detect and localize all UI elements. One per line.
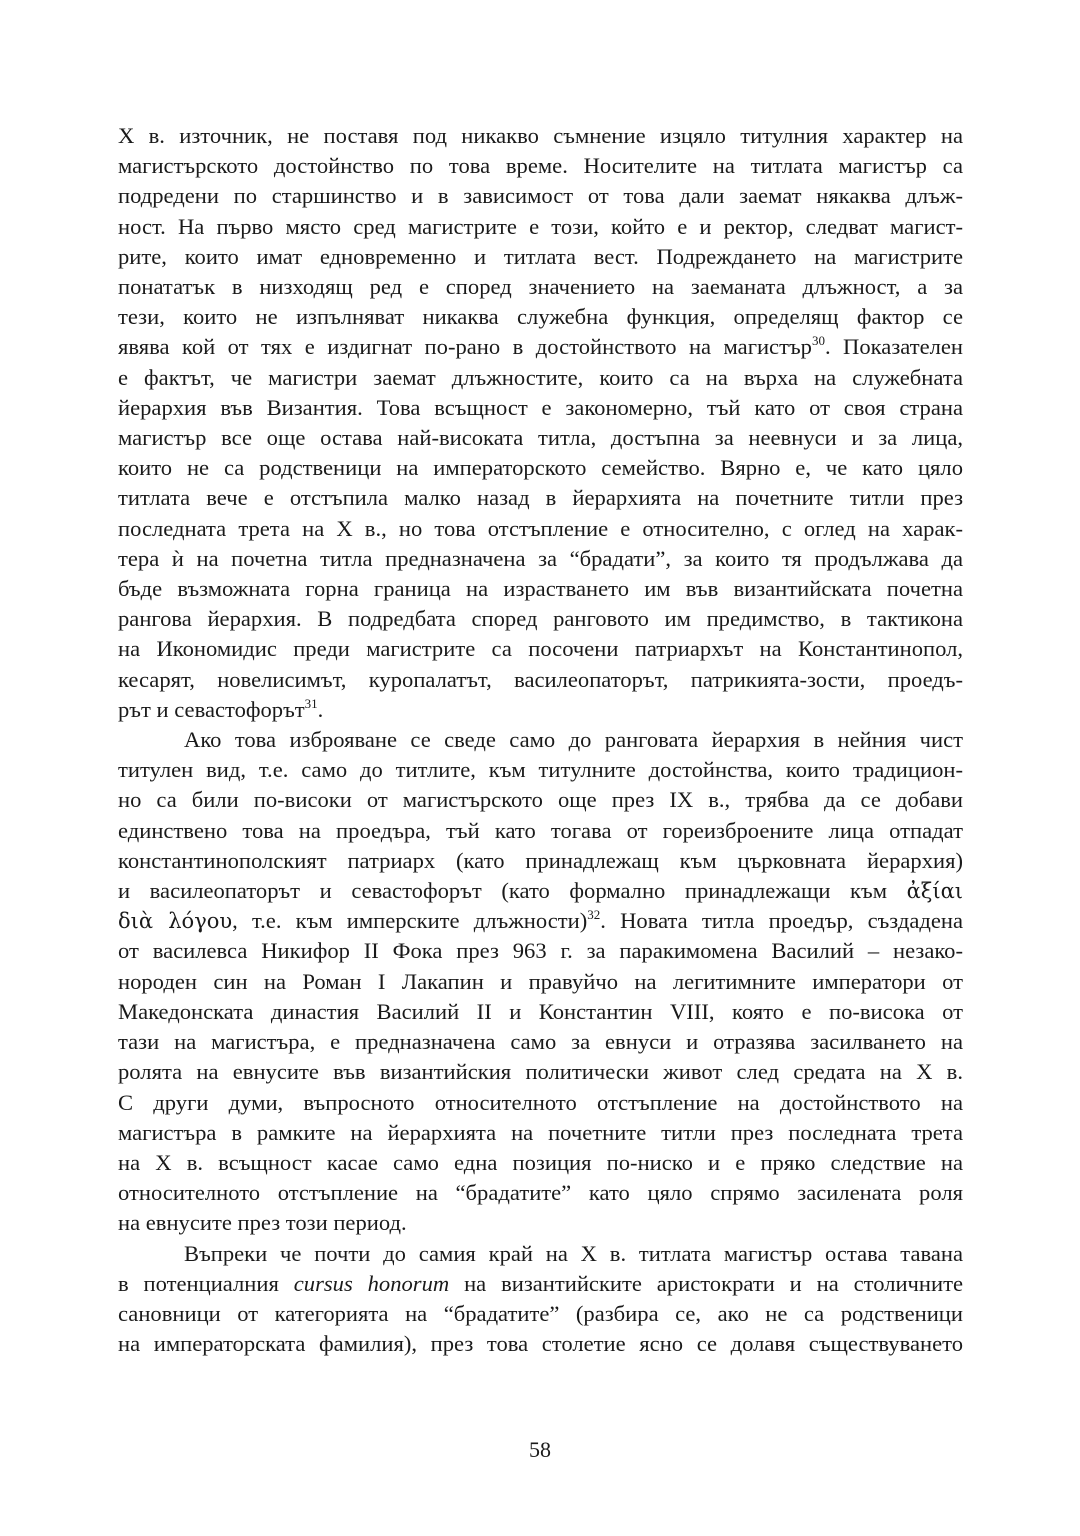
text-line: ролята на евнусите във византийския политически живот след средата на X в. <box>118 1059 963 1085</box>
text-line: титулен вид, т.е. само до титлите, към титулните достойнства, които традицион- <box>118 757 963 783</box>
text-line: на X в. всъщност касае само една позиция по-ниско и е пряко следствие на <box>118 1149 963 1175</box>
text-line: от василевса Никифор II Фока през 963 г. за паракимомена Василий – незако- <box>118 938 963 964</box>
text-line: Въпреки че почти до самия край на X в. титлата магистър остава тавана <box>184 1240 963 1266</box>
text-fragment: , т.е. към имперските длъжности) <box>232 908 588 934</box>
paragraph-2 <box>118 725 963 1238</box>
text-line <box>118 1269 963 1299</box>
text-fragment: в потенциалния <box>118 1270 294 1296</box>
text-line: сановници от категорията на “брадатите” (разбира се, ако не са родственици <box>118 1300 963 1326</box>
text-line <box>118 332 963 362</box>
text-line: Ако това изброяване се сведе само до ранговата йерархия в нейния чист <box>184 727 963 753</box>
text-line: на Икономидис преди магистрите са посочени патриархът на Константинопол, <box>118 636 963 662</box>
greek-term: διὰ λόγου <box>118 909 233 934</box>
text-line <box>118 695 963 725</box>
text-line <box>118 876 963 906</box>
text-line: константинополският патриарх (като принадлежащ към църковната йерархия) <box>118 847 963 873</box>
text-line: ност. На първо място сред магистрите е този, който е и ректор, следват магист- <box>118 213 963 239</box>
greek-term: ἀξίαι <box>906 879 963 904</box>
text-line: кесарят, новелисимът, куропалатът, василеопаторът, патрикията-зости, проедъ- <box>118 666 963 692</box>
text-line: X в. източник, не поставя под никакво съмнение изцяло титулния характер на <box>118 123 963 148</box>
page-number: 58 <box>529 1437 551 1462</box>
text-fragment: явява кой от тях е издигнат по-рано в достойнството на магистър <box>118 334 812 360</box>
text-line: магистърското достойнство по това време. Носителите на титлата магистър са <box>118 153 963 179</box>
text-line: магистъра в рамките на йерархията на почетните титли през последната трета <box>118 1119 963 1145</box>
text-fragment: рът и севастофорът <box>118 696 305 722</box>
footnote-ref-32: 32 <box>587 907 601 923</box>
text-fragment: . <box>317 696 324 722</box>
text-line: С други думи, въпросното относителното отстъпление на достойнството на <box>118 1089 963 1115</box>
text-line: рангова йерархия. В подредбата според ранговото им предимство, в тактикона <box>118 606 963 632</box>
text-fragment: . Показателен <box>824 334 963 360</box>
text-line <box>118 906 963 936</box>
text-line: последната трета на X в., но това отстъпление е относително, с оглед на харак- <box>118 515 963 541</box>
text-line: на евнусите през този период. <box>118 1210 407 1236</box>
text-fragment: на византийските аристократи и на столичните <box>449 1270 964 1296</box>
text-line: тези, които не изпълняват никаква служебна функция, определящ фактор се <box>118 304 963 330</box>
text-line: тера ѝ на почетна титла предназначена за “брадати”, за които тя продължава да <box>118 545 963 571</box>
text-fragment: и василеопаторът и севастофорът (като формално принадлежащи към <box>118 878 907 904</box>
text-line: на императорската фамилия), през това столетие ясно се долавя съществуването <box>118 1331 963 1357</box>
text-line: единствено това на проедъра, тъй като тогава от гореизброените лица отпадат <box>118 817 963 843</box>
text-fragment: . Новата титла проедър, създадена <box>600 908 963 934</box>
text-line: тази на магистъра, е предназначена само за евнуси и отразява засилването на <box>118 1029 963 1055</box>
latin-term: cursus honorum <box>293 1270 450 1296</box>
text-line: рите, които имат едновременно и титлата вест. Подреждането на магистрите <box>118 243 963 269</box>
text-line: йерархия във Византия. Това всъщност е закономерно, тъй като от своя страна <box>118 394 963 420</box>
text-line: е фактът, че магистри заемат длъжностите, които са на върха на служебната <box>118 364 963 390</box>
text-line: но са били по-високи от магистърското още през IX в., трябва да се добави <box>118 787 963 813</box>
text-line: магистър все още остава най-високата титла, достъпна за неевнуси и за лица, <box>118 425 963 451</box>
text-line: подредени по старшинство и в зависимост от това дали заемат някаква длъж- <box>118 183 963 209</box>
page-body <box>118 121 963 1359</box>
text-line: титлата вече е отстъпила малко назад в йерархията на почетните титли през <box>118 485 963 511</box>
footnote-ref-31: 31 <box>304 695 318 711</box>
paragraph-1 <box>118 121 963 725</box>
text-line: понататък в низходящ ред е според значението на заеманата длъжност, а за <box>118 274 963 300</box>
paragraph-3 <box>118 1239 963 1360</box>
text-line: Македонската династия Василий II и Константин VIII, която е по-висока от <box>118 998 963 1024</box>
text-line: относителното отстъпление на “брадатите” като цяло спрямо засилената роля <box>118 1180 963 1206</box>
text-line: нороден син на Роман I Лакапин и правуйчо на легитимните императори от <box>118 968 963 994</box>
text-line: които не са родственици на императорското семейство. Вярно е, че като цяло <box>118 455 963 481</box>
footnote-ref-30: 30 <box>811 333 825 349</box>
text-line: бъде възможната горна граница на израстването им във византийската почетна <box>118 576 963 602</box>
